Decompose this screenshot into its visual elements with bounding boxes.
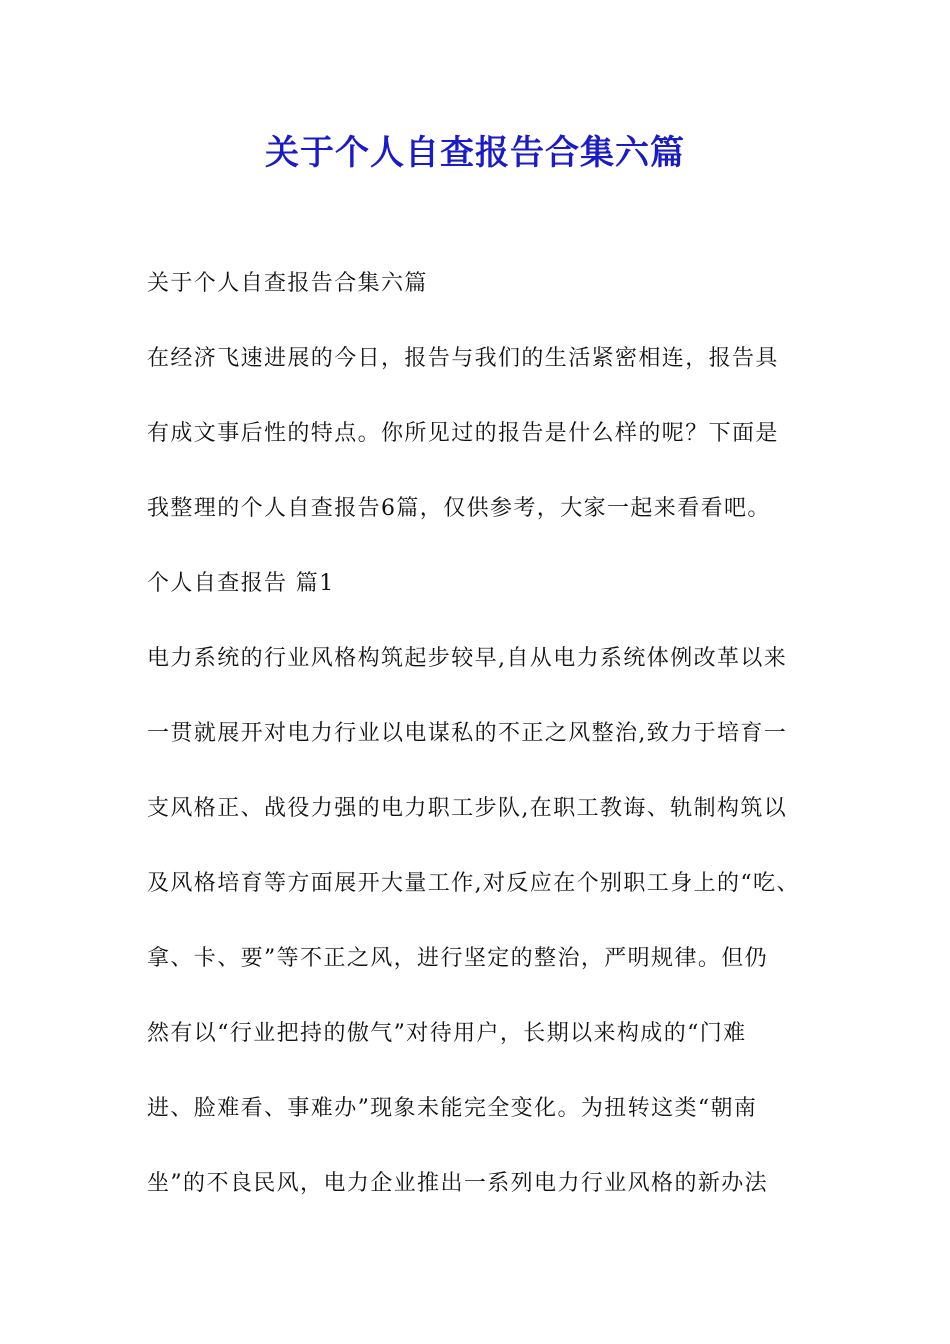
document-title: 关于个人自查报告合集六篇 — [265, 133, 685, 173]
paragraph-line: 有成文事后性的特点。你所见过的报告是什么样的呢？下面是 — [147, 421, 779, 446]
section-heading: 个人自查报告 篇1 — [147, 571, 335, 596]
paragraph-line: 进、脸难看、事难办”现象未能完全变化。为扭转这类“朝南 — [147, 1096, 758, 1121]
paragraph-line: 然有以“行业把持的傲气”对待用户，长期以来构成的“门难 — [147, 1021, 747, 1046]
document-body — [147, 262, 827, 1237]
paragraph-line: 一贯就展开对电力行业以电谋私的不正之风整治,致力于培育一 — [147, 721, 788, 746]
paragraph-line: 在经济飞速进展的今日，报告与我们的生活紧密相连，报告具 — [147, 346, 779, 371]
paragraph-line: 支风格正、战役力强的电力职工步队,在职工教诲、轨制构筑以 — [147, 796, 788, 821]
paragraph-line: 我整理的个人自查报告6篇，仅供参考，大家一起来看看吧。 — [147, 496, 771, 521]
paragraph-line: 拿、卡、要”等不正之风，进行坚定的整治，严明规律。但仍 — [147, 946, 769, 971]
subtitle-line: 关于个人自查报告合集六篇 — [147, 271, 428, 296]
paragraph-line: 及风格培育等方面展开大量工作,对反应在个别职工身上的“吃、 — [147, 871, 800, 896]
paragraph-line: 坐”的不良民风，电力企业推出一系列电力行业风格的新办法 — [147, 1171, 769, 1196]
paragraph-line: 电力系统的行业风格构筑起步较早,自从电力系统体例改革以来 — [147, 646, 788, 671]
